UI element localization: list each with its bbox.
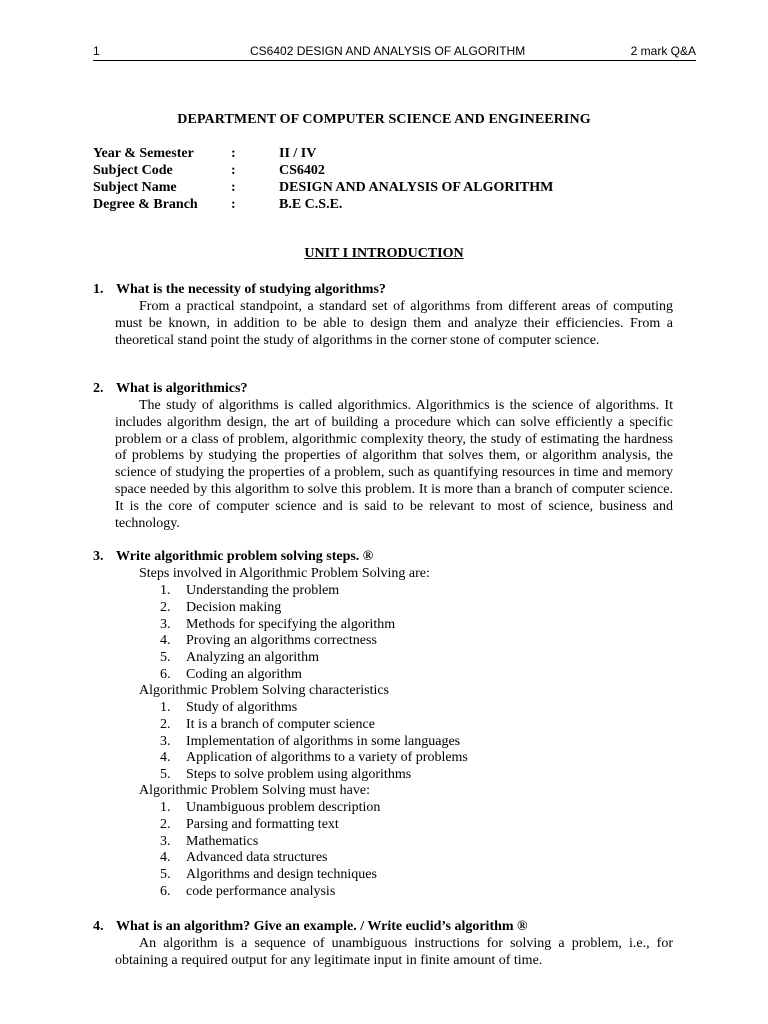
question-number: 4. (93, 919, 104, 934)
section-heading: Steps involved in Algorithmic Problem Solving are: (139, 566, 430, 581)
course-title: CS6402 DESIGN AND ANALYSIS OF ALGORITHM (250, 44, 526, 58)
page-header (93, 43, 696, 61)
question-text: What is algorithmics? (116, 381, 248, 396)
info-separator: : (231, 180, 236, 195)
info-label: Subject Name (93, 180, 177, 195)
question-text: What is the necessity of studying algorithms? (116, 282, 386, 297)
section-heading: Algorithmic Problem Solving must have: (139, 783, 370, 798)
question-title (93, 380, 673, 398)
question-text: What is an algorithm? Give an example. / Write euclid’s algorithm ® (116, 919, 528, 934)
doc-type: 2 mark Q&A (630, 44, 696, 58)
info-value: CS6402 (279, 163, 325, 178)
question-number: 2. (93, 381, 104, 396)
question-number: 3. (93, 549, 104, 564)
info-value: DESIGN AND ANALYSIS OF ALGORITHM (279, 180, 554, 195)
answer-text: From a practical standpoint, a standard set of algorithms from different areas of computing must be known, in addition to be able to design them and analyze their efficiencies. From a theoretical stand point the study of algorithms in the corner stone of computer science. (115, 299, 673, 348)
info-value: II / IV (279, 146, 317, 161)
answer-text: The study of algorithms is called algorithmics. Algorithmics is the science of algorithms. It includes algorithm design, the art of building a procedure which can solve efficiently a specific problem or a class of problem, algorithmic complexity theory, the study of estimating the hardness of problems by studying the properties of algorithm that solves them, or algorithm analysis, the science of studying the properties of a problem, such as quantifying resources in time and memory space needed by this algorithm to solve this problem. It is more than a branch of computer science. It is the core of computer science and is said to be relevant to most of science, business and technology. (115, 398, 673, 531)
question-number: 1. (93, 282, 104, 297)
question-title (93, 281, 673, 299)
answer-text: An algorithm is a sequence of unambiguous instructions for solving a problem, i.e., for obtaining a required output for any legitimate input in finite amount of time. (115, 936, 673, 968)
question-1 (93, 281, 673, 349)
page-number: 1 (93, 44, 100, 58)
info-separator: : (231, 197, 236, 212)
department-heading: DEPARTMENT OF COMPUTER SCIENCE AND ENGINEERING (177, 112, 591, 127)
question-4 (93, 918, 673, 970)
info-label: Year & Semester (93, 146, 194, 161)
question-text: Write algorithmic problem solving steps. ® (116, 549, 374, 564)
info-label: Degree & Branch (93, 197, 198, 212)
question-2 (93, 380, 673, 532)
info-separator: : (231, 163, 236, 178)
section-heading: Algorithmic Problem Solving characteristics (139, 683, 390, 698)
info-value: B.E C.S.E. (279, 197, 343, 212)
unit-title: UNIT I INTRODUCTION (304, 246, 464, 261)
question-3 (93, 548, 673, 566)
question-title (93, 918, 673, 936)
info-label: Subject Code (93, 163, 173, 178)
info-separator: : (231, 146, 236, 161)
question-title (93, 548, 673, 566)
